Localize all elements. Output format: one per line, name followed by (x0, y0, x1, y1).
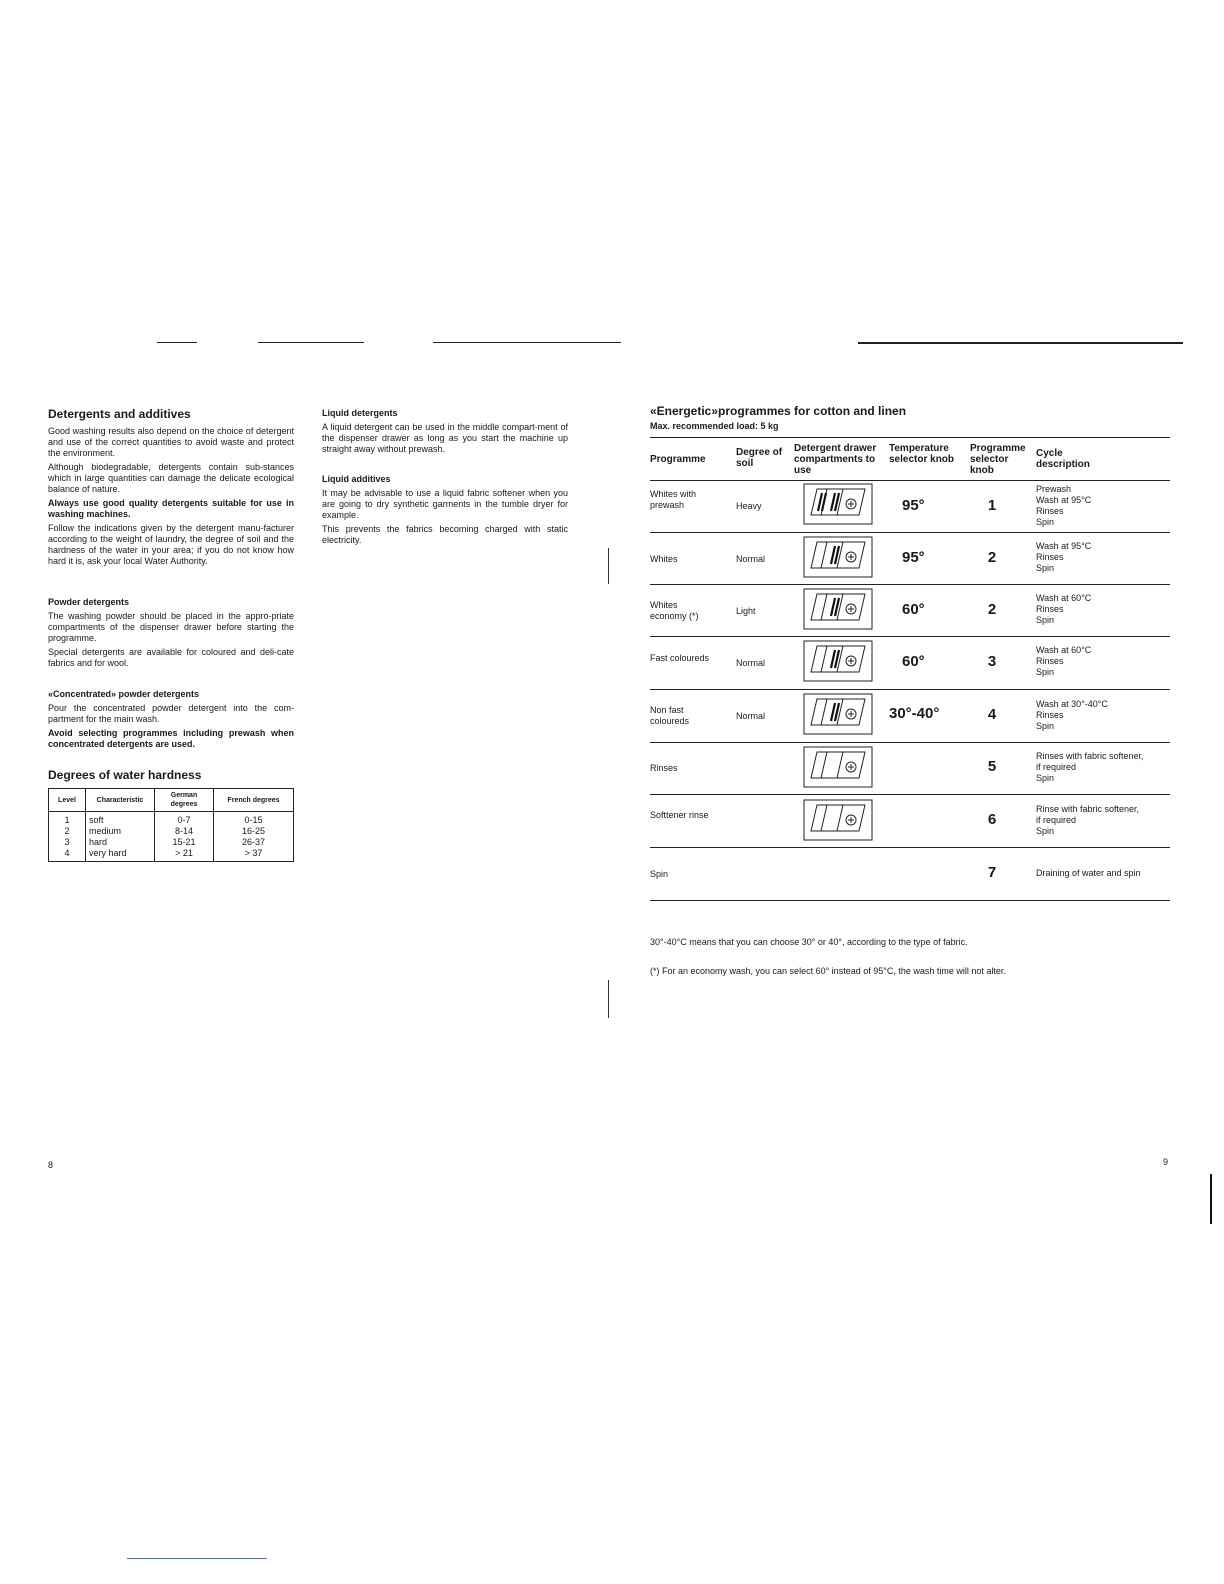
temperature-value: 60° (902, 653, 925, 670)
hardness-section (48, 768, 294, 862)
powder-paragraph: Special detergents are available for coloured and deli-cate fabrics and for wool. (48, 647, 294, 668)
header-drawer: Detergent drawer compartments to use (794, 443, 877, 476)
row-rule (650, 689, 1170, 690)
soil-degree: Normal (736, 554, 766, 564)
hardness-cell: > 37 (214, 848, 294, 862)
header-programme: Programme (650, 454, 706, 465)
liquid-additives-section (322, 474, 568, 549)
table-row (49, 812, 294, 827)
detergents-title: Detergents and additives (48, 407, 191, 421)
selector-number: 2 (987, 549, 997, 566)
cycle-line: Draining of water and spin (1036, 868, 1141, 878)
header-cycle: Cycle description (1036, 448, 1090, 470)
programmes-title: «Energetic»programmes for cotton and linen (650, 404, 907, 418)
cycle-line: Wash at 95°C (1036, 495, 1092, 505)
powder-title: Powder detergents (48, 597, 130, 607)
selector-number: 6 (987, 811, 997, 828)
cycle-line: Rinses (1036, 710, 1064, 720)
temperature-value: 95° (902, 549, 925, 566)
cycle-line: if required (1036, 762, 1077, 772)
cycle-line: if required (1036, 815, 1077, 825)
soil-degree: Normal (736, 658, 766, 668)
hardness-cell: 4 (49, 848, 86, 862)
cycle-line: Spin (1036, 826, 1055, 836)
cycle-line: Spin (1036, 517, 1055, 527)
header-selector: Programme selector knob (970, 443, 1026, 476)
hardness-cell: > 21 (155, 848, 214, 862)
programme-name: Non fast coloureds (650, 705, 690, 726)
selector-number: 5 (987, 758, 997, 775)
hardness-cell: hard (86, 837, 155, 848)
hardness-cell: 0-7 (155, 812, 214, 827)
hardness-cell: 15-21 (155, 837, 214, 848)
top-rule (433, 342, 621, 343)
scan-mark (608, 980, 609, 1018)
drawer-main-softener-icon (803, 588, 873, 630)
programme-name: Spin (650, 869, 669, 879)
hardness-cell: 2 (49, 826, 86, 837)
concentrated-section (48, 689, 294, 753)
footnote: (*) For an economy wash, you can select 60° instead of 95°C, the wash time will not alter. (650, 966, 1006, 976)
hardness-header: Characteristic (86, 789, 155, 812)
cycle-line: Spin (1036, 563, 1055, 573)
hardness-title: Degrees of water hardness (48, 768, 202, 782)
bottom-rule (127, 1558, 267, 1559)
top-rule (258, 342, 364, 343)
cycle-line: Wash at 60°C (1036, 645, 1092, 655)
cycle-line: Rinse with fabric softener, (1036, 804, 1140, 814)
cycle-line: Rinses (1036, 656, 1064, 666)
hardness-cell: 0-15 (214, 812, 294, 827)
powder-section (48, 597, 294, 672)
liquid-additives-title: Liquid additives (322, 474, 391, 484)
drawer-main-softener-icon (803, 640, 873, 682)
top-rule (157, 342, 197, 343)
liquid-detergents-section (322, 408, 568, 458)
cycle-line: Spin (1036, 721, 1055, 731)
soil-degree: Light (736, 606, 756, 616)
row-rule (650, 794, 1170, 795)
table-row (49, 826, 294, 837)
liquid-detergents-paragraph: A liquid detergent can be used in the middle compart-ment of the dispenser drawer as long as you start the machine up straight away without prewash. (322, 422, 568, 454)
drawer-main-softener-icon (803, 536, 873, 578)
liquid-additives-paragraph: It may be advisable to use a liquid fabric softener when you are going to dry synthetic garments in the tumble dryer for example. (322, 488, 568, 520)
hardness-cell: soft (86, 812, 155, 827)
footnote: 30°-40°C means that you can choose 30° or 40°, according to the type of fabric. (650, 937, 968, 947)
hardness-table (48, 788, 294, 862)
selector-number: 1 (987, 497, 997, 514)
cycle-line: Prewash (1036, 484, 1072, 494)
cycle-line: Wash at 60°C (1036, 593, 1092, 603)
detergents-paragraph: Always use good quality detergents suitable for use in washing machines. (48, 498, 294, 519)
hardness-header: German degrees (155, 789, 214, 812)
temperature-value: 30°-40° (889, 705, 940, 722)
selector-number: 2 (987, 601, 997, 618)
top-rule (858, 342, 1183, 344)
hardness-header: French degrees (214, 789, 294, 812)
cycle-line: Spin (1036, 773, 1055, 783)
programme-name: Whites (650, 554, 678, 564)
liquid-additives-paragraph: This prevents the fabrics becoming charged with static electricity. (322, 524, 568, 545)
cycle-line: Wash at 95°C (1036, 541, 1092, 551)
drawer-empty-icon (803, 746, 873, 788)
selector-number: 3 (987, 653, 997, 670)
row-rule (650, 900, 1170, 901)
detergents-paragraph: Although biodegradable, detergents contain sub-stances which in large quantities can damage the delicate ecological balance of nature. (48, 462, 294, 494)
row-rule (650, 584, 1170, 585)
drawer-main-softener-icon (803, 693, 873, 735)
hardness-cell: 3 (49, 837, 86, 848)
hardness-cell: 1 (49, 812, 86, 827)
header-rule (650, 437, 1170, 438)
programmes-subtitle: Max. recommended load: 5 kg (650, 421, 779, 431)
table-row (49, 848, 294, 862)
detergents-section (48, 407, 294, 570)
selector-number: 7 (987, 864, 997, 881)
row-rule (650, 532, 1170, 533)
programme-name: Softtener rinse (650, 810, 709, 820)
programme-name: Whites with prewash (650, 489, 697, 510)
scan-mark (1210, 1174, 1212, 1224)
page-number: 9 (1163, 1157, 1169, 1167)
hardness-cell: very hard (86, 848, 155, 862)
programme-name: Fast coloureds (650, 653, 710, 663)
table-row (49, 837, 294, 848)
drawer-prewash-main-softener-icon (803, 483, 873, 525)
concentrated-paragraph: Avoid selecting programmes including prewash when concentrated detergents are used. (48, 728, 294, 749)
programme-name: Whites economy (*) (650, 600, 699, 621)
hardness-cell: 8-14 (155, 826, 214, 837)
header-degree: Degree of soil (736, 447, 783, 469)
cycle-line: Wash at 30°-40°C (1036, 699, 1108, 709)
row-rule (650, 636, 1170, 637)
soil-degree: Heavy (736, 501, 762, 511)
drawer-empty-icon (803, 799, 873, 841)
row-rule (650, 847, 1170, 848)
selector-number: 4 (987, 706, 997, 723)
page-number: 8 (48, 1160, 54, 1170)
header-temperature: Temperature selector knob (889, 443, 955, 465)
hardness-header: Level (49, 789, 86, 812)
liquid-detergents-title: Liquid detergents (322, 408, 398, 418)
scan-mark (608, 548, 609, 584)
concentrated-paragraph: Pour the concentrated powder detergent into the com-partment for the main wash. (48, 703, 294, 724)
concentrated-title: «Concentrated» powder detergents (48, 689, 200, 699)
hardness-cell: 26-37 (214, 837, 294, 848)
detergents-paragraph: Good washing results also depend on the choice of detergent and use of the correct quantities to avoid waste and protect the environment. (48, 426, 294, 458)
row-rule (650, 742, 1170, 743)
cycle-line: Rinses (1036, 552, 1064, 562)
cycle-line: Spin (1036, 615, 1055, 625)
hardness-cell: medium (86, 826, 155, 837)
cycle-line: Rinses (1036, 506, 1064, 516)
hardness-cell: 16-25 (214, 826, 294, 837)
soil-degree: Normal (736, 711, 766, 721)
cycle-line: Rinses (1036, 604, 1064, 614)
header-rule (650, 480, 1170, 481)
detergents-paragraph: Follow the indications given by the detergent manu-facturer according to the weight of laundry, the degree of soil and the hardness of the water in your area; if you do not know how hard it is, ask your local Water Authority. (48, 523, 294, 566)
cycle-line: Rinses with fabric softener, (1036, 751, 1144, 761)
temperature-value: 60° (902, 601, 925, 618)
cycle-line: Spin (1036, 667, 1055, 677)
temperature-value: 95° (902, 497, 925, 514)
programme-name: Rinses (650, 763, 678, 773)
powder-paragraph: The washing powder should be placed in the appro-priate compartments of the dispenser drawer before starting the programme. (48, 611, 294, 643)
